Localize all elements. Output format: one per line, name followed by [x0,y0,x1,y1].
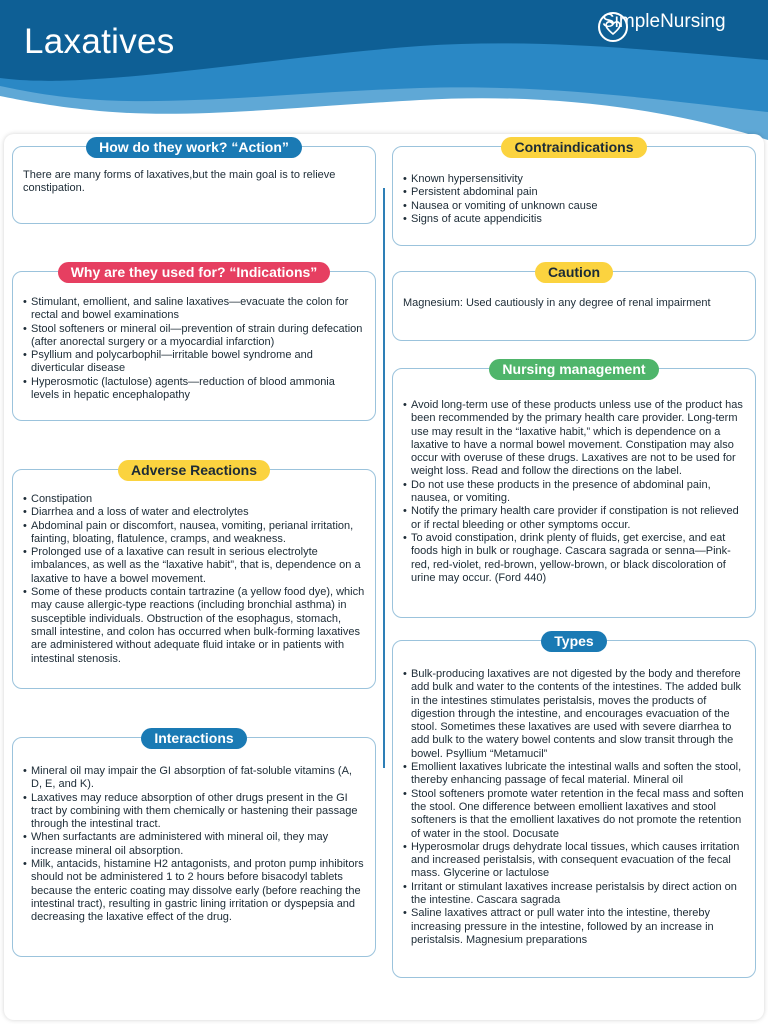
indications-card [12,264,376,421]
nursing-management-card [392,361,756,618]
list-item: • Emollient laxatives lubricate the intestinal walls and soften the stool, thereby enhancing passage of fecal material. Mineral oil [403,761,745,788]
contraindications-heading: Contraindications [501,137,646,158]
column-divider [383,188,385,768]
interactions-card [12,730,376,957]
action-text: There are many forms of laxatives,but the main goal is to relieve constipation. [23,169,336,195]
action-card [12,139,376,224]
list-item: • Nausea or vomiting of unknown cause [403,200,745,213]
list-item: • Constipation [23,493,365,506]
list-item: • Stool softeners promote water retention in the fecal mass and soften the stool. One difference between emollient laxatives and stool softeners is that the emollient laxatives do not promote the retention of water in the stool. Docusate [403,788,745,841]
caution-text: Magnesium: Used cautiously in any degree of renal impairment [403,297,711,309]
list-item: • Bulk-producing laxatives are not digested by the body and therefore add bulk and water to the contents of the intestines. The added bulk in the intestines stimulates peristalsis, moves the products of digestion through the intestine, and encourages evacuation of the stool. Sometimes these laxatives are used with severe diarrhea to add bulk to the watery bowel contents and slow transit through the bowel. Psyllium “Metamucil” [403,668,745,761]
list-item: • Avoid long-term use of these products unless use of the product has been recommended by the primary health care provider. Long-term use may result in the “laxative habit,” which is dependence on a laxative to have a normal bowel movement. Constipation may also occur with overuse of these drugs. Laxatives are not to be used for weight loss. Read and follow the directions on the label. [403,399,745,479]
list-item: • Do not use these products in the presence of abdominal pain, nausea, or vomiting. [403,479,745,506]
types-heading: Types [541,631,606,652]
list-item: • When surfactants are administered with mineral oil, they may increase mineral oil absorption. [23,831,365,858]
list-item: • To avoid constipation, drink plenty of fluids, get exercise, and eat foods high in bulk or roughage. Cascara sagrada or senna—Pink-red, red-violet, red-brown, yellow-brown, or black discoloration of urine may occur. (Ford 440) [403,532,745,585]
nursing-management-list [403,399,745,585]
indications-list [23,296,365,402]
list-item: • Some of these products contain tartrazine (a yellow food dye), which may cause allergic-type reactions (including bronchial asthma) in susceptible individuals. Obstruction of the esophagus, stomach, small intestine, and colon has occurred when bulk-forming laxatives are administered without adequate fluid intake or in patients with intestinal stenosis. [23,586,365,666]
types-card [392,633,756,978]
nursing-management-heading: Nursing management [489,359,658,380]
list-item: • Milk, antacids, histamine H2 antagonists, and proton pump inhibitors should not be administered 1 to 2 hours before bisacodyl tablets because the enteric coating may dissolve early (before reaching the intestinal tract), resulting in gastric lining irritation or dyspepsia and decreasing the laxative effect of the drug. [23,858,365,924]
header-banner [0,0,768,140]
list-item: • Stimulant, emollient, and saline laxatives—evacuate the colon for rectal and bowel examinations [23,296,365,323]
indications-heading: Why are they used for? “Indications” [58,262,331,283]
brand-heart-icon [596,11,630,43]
action-heading: How do they work? “Action” [86,137,302,158]
adverse-reactions-list [23,493,365,666]
list-item: • Diarrhea and a loss of water and electrolytes [23,506,365,519]
list-item: • Irritant or stimulant laxatives increase peristalsis by direct action on the intestine. Cascara sagrada [403,881,745,908]
list-item: • Signs of acute appendicitis [403,213,745,226]
contraindications-card [392,139,756,246]
list-item: • Saline laxatives attract or pull water into the intestine, thereby increasing pressure in the intestine, followed by an increase in peristalsis. Magnesium preparations [403,907,745,947]
contraindications-list [403,173,745,226]
brand-name: SimpleNursing [602,11,726,32]
page-title: Laxatives [24,22,175,61]
list-item: • Laxatives may reduce absorption of other drugs present in the GI tract by combining with them chemically or hastening their passage through the intestinal tract. [23,792,365,832]
list-item: • Persistent abdominal pain [403,186,745,199]
caution-card [392,264,756,341]
list-item: • Stool softeners or mineral oil—prevention of strain during defecation (after anorectal surgery or a myocardial infarction) [23,323,365,350]
list-item: • Mineral oil may impair the GI absorption of fat-soluble vitamins (A, D, E, and K). [23,765,365,792]
adverse-reactions-heading: Adverse Reactions [118,460,270,481]
brand-logo [596,11,726,33]
list-item: • Psyllium and polycarbophil—irritable bowel syndrome and diverticular disease [23,349,365,376]
adverse-reactions-card [12,462,376,689]
list-item: • Abdominal pain or discomfort, nausea, vomiting, perianal irritation, fainting, bloating, flatulence, cramps, and weakness. [23,520,365,547]
list-item: • Hyperosmolar drugs dehydrate local tissues, which causes irritation and increased peristalsis, with consequent evacuation of the fecal mass. Glycerine or lactulose [403,841,745,881]
list-item: • Known hypersensitivity [403,173,745,186]
list-item: • Hyperosmotic (lactulose) agents—reduction of blood ammonia levels in hepatic encephalopathy [23,376,365,403]
interactions-heading: Interactions [141,728,246,749]
caution-heading: Caution [535,262,613,283]
interactions-list [23,765,365,925]
list-item: • Notify the primary health care provider if constipation is not relieved or if rectal bleeding or other symptoms occur. [403,505,745,532]
types-list [403,668,745,947]
list-item: • Prolonged use of a laxative can result in serious electrolyte imbalances, as well as the “laxative habit”, that is, dependence on a laxative to have a bowel movement. [23,546,365,586]
